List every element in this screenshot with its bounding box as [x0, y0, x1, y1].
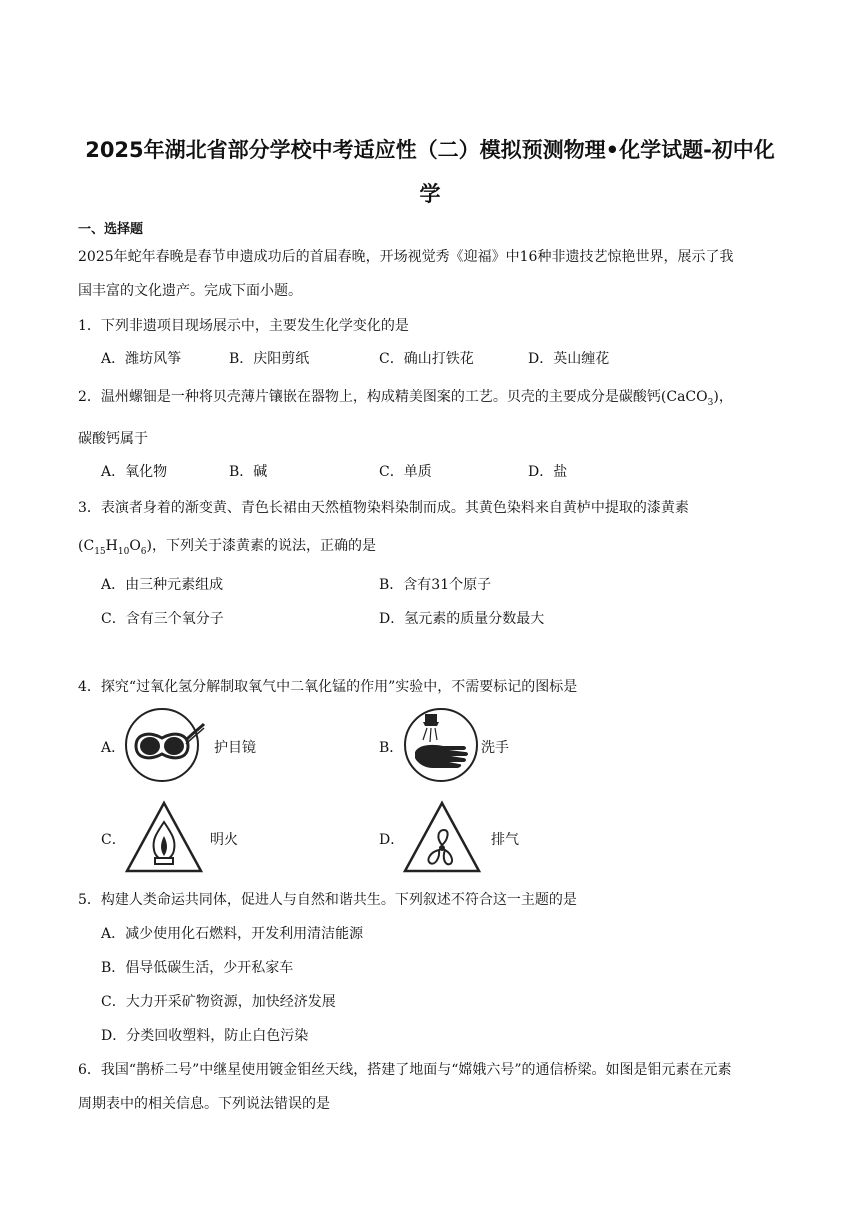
q2-stem-line-1 [78, 386, 733, 408]
q3-stem-line-1: 3．表演者身着的渐变黄、青色长裙由天然植物染料染制而成。其黄色染料来自黄栌中提取的漆黄素 [78, 500, 689, 516]
document-title-line-1: 2025年湖北省部分学校中考适应性（二）模拟预测物理•化学试题-初中化 [85, 138, 775, 162]
q5-option-a: A．减少使用化石燃料，开发利用清洁能源 [101, 926, 364, 942]
document-title-line-2: 学 [419, 182, 441, 206]
q5-option-c: C．大力开采矿物资源，加快经济发展 [101, 994, 336, 1010]
q5-option-b: B．倡导低碳生活，少开私家车 [101, 960, 294, 976]
q5-stem: 5．构建人类命运共同体，促进人与自然和谐共生。下列叙述不符合这一主题的是 [78, 892, 577, 908]
q4-option-a-letter: A． [101, 740, 126, 756]
q4-option-d-label: 排气 [491, 832, 519, 848]
section-heading: 一、选择题 [78, 222, 144, 237]
q2-stem-text: 2．温州螺钿是一种将贝壳薄片镶嵌在器物上，构成精美图案的工艺。贝壳的主要成分是碳酸钙 [78, 389, 661, 405]
q3-formula: $(C_{15}H_{10}O_6)$ [78, 538, 152, 557]
q3-option-a: A．由三种元素组成 [101, 577, 224, 593]
intro-line-2: 国丰富的文化遗产。完成下面小题。 [78, 283, 302, 299]
q2-formula: (CaCO$_3$)， [660, 389, 733, 408]
open-flame-icon [124, 800, 204, 874]
q3-stem-line-2: $(C_{15}H_{10}O_6)$，下列关于漆黄素的说法，正确的是 [78, 538, 376, 557]
exhaust-fan-icon [402, 800, 482, 874]
q1-option-b: B．庆阳剪纸 [229, 351, 310, 367]
q6-stem-line-1: 6．我国“鹊桥二号”中继星使用镀金钼丝天线，搭建了地面与“嫦娥六号”的通信桥梁。如图是钼元素在元素 [78, 1062, 732, 1078]
q2-option-d: D．盐 [528, 464, 568, 480]
q1-option-a: A．潍坊风筝 [101, 351, 182, 367]
hand-wash-icon [403, 706, 481, 784]
q6-stem-line-2: 周期表中的相关信息。下列说法错误的是 [78, 1096, 330, 1112]
q3-option-d: D．氢元素的质量分数最大 [379, 611, 545, 627]
q2-option-b: B．碱 [229, 464, 268, 480]
q4-stem: 4．探究“过氧化氢分解制取氧气中二氧化锰的作用”实验中，不需要标记的图标是 [78, 679, 578, 695]
q4-option-c-letter: C． [101, 832, 126, 848]
q4-option-d-letter: D． [379, 832, 405, 848]
q1-stem: 1．下列非遗项目现场展示中，主要发生化学变化的是 [78, 318, 409, 334]
q2-stem-line-2: 碳酸钙属于 [78, 431, 148, 447]
q4-option-c-label: 明火 [210, 832, 238, 848]
q4-option-b-label: 洗手 [481, 740, 509, 756]
intro-line-1: 2025年蛇年春晚是春节申遗成功后的首届春晚，开场视觉秀《迎福》中16种非遗技艺惊艳世界，展示了我 [78, 249, 734, 265]
q4-option-a-label: 护目镜 [214, 740, 256, 756]
q4-option-b-letter: B． [379, 740, 404, 756]
q3-option-c: C．含有三个氧分子 [101, 611, 224, 627]
q1-option-d: D．英山缠花 [528, 351, 610, 367]
q2-option-a: A．氧化物 [101, 464, 168, 480]
q3-option-b: B．含有31个原子 [379, 577, 492, 593]
q1-option-c: C．确山打铁花 [379, 351, 474, 367]
q5-option-d: D．分类回收塑料，防止白色污染 [101, 1028, 309, 1044]
goggles-icon [122, 706, 206, 784]
q2-option-c: C．单质 [379, 464, 432, 480]
